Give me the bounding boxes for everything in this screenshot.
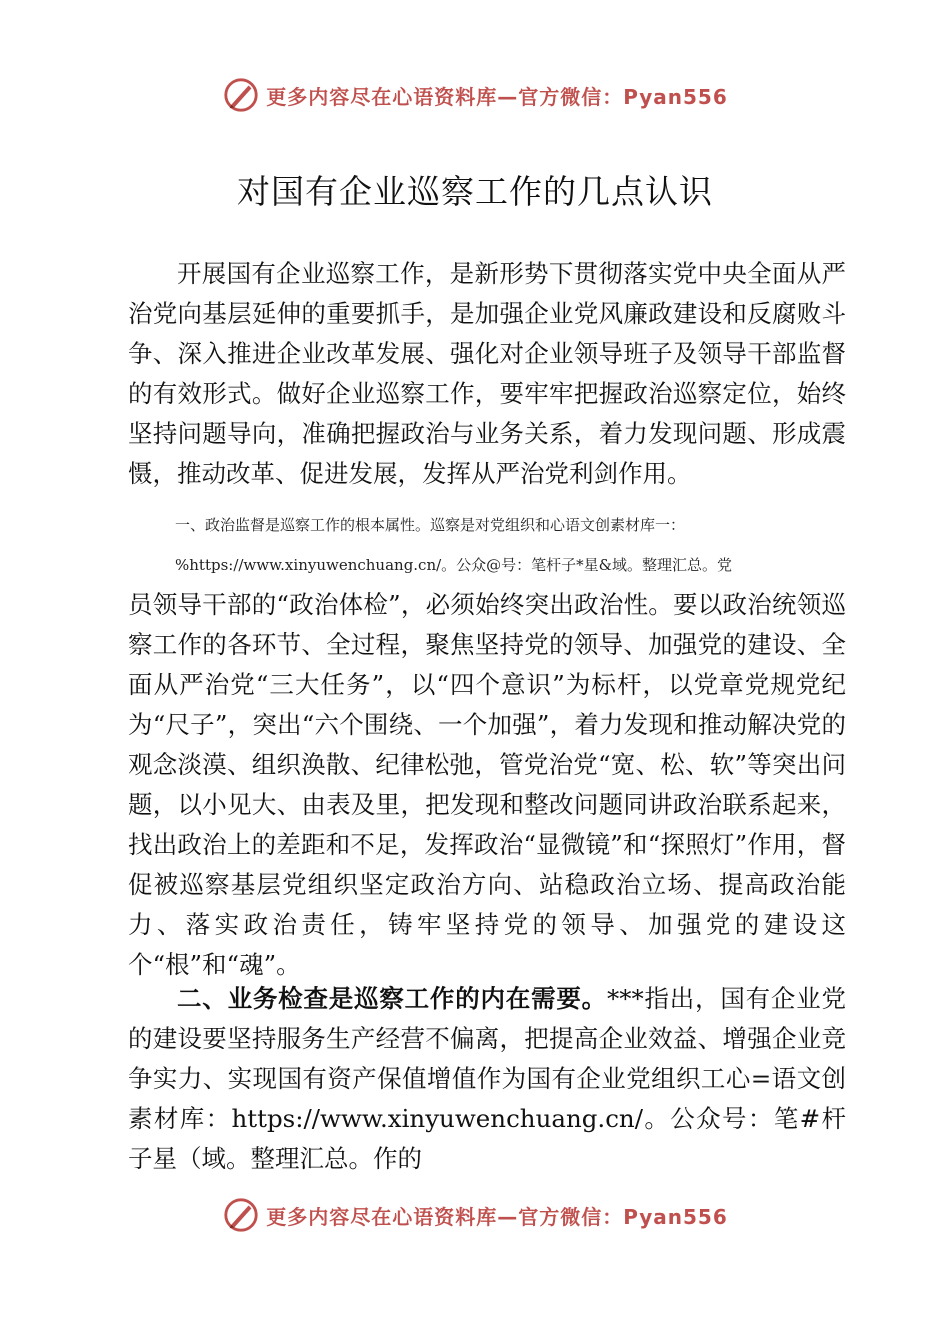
intro-section bbox=[128, 254, 846, 494]
pen-logo-icon bbox=[222, 76, 260, 114]
intro-paragraph: 开展国有企业巡察工作，是新形势下贯彻落实党中央全面从严治党向基层延伸的重要抓手，是加强企业党风廉政建设和反腐败斗争、深入推进企业改革发展、强化对企业领导班子及领导干部监督的有效形式。做好企业巡察工作，要牢牢把握政治巡察定位，始终坚持问题导向，准确把握政治与业务关系，着力发现问题、形成震慑，推动改革、促进发展，发挥从严治党利剑作用。 bbox=[128, 259, 846, 488]
footer-watermark-banner bbox=[0, 1190, 950, 1240]
pen-logo-icon bbox=[222, 1196, 260, 1234]
section-2 bbox=[128, 979, 846, 1179]
section-2-paragraph bbox=[128, 979, 846, 1179]
section-1-small-line-1: 一、政治监督是巡察工作的根本属性。巡察是对党组织和心语文创素材库一： bbox=[175, 516, 686, 534]
section-2-body: ***指出，国有企业党的建设要坚持服务生产经营不偏离，把提高企业效益、增强企业竞争实力、实现国有资产保值增值作为国有企业党组织工心=语文创素材库：https://www.xinyuwenchuang.cn/。公众号：笔#杆子星（域。整理汇总。作的 bbox=[128, 984, 847, 1173]
document-title: 对国有企业巡察工作的几点认识 bbox=[237, 172, 713, 211]
section-1-small-line-2: %https://www.xinyuwenchuang.cn/。公众@号：笔杆子*星&域。整理汇总。党 bbox=[175, 556, 733, 574]
banner-text: 更多内容尽在心语资料库—官方微信：Pyan556 bbox=[266, 1204, 728, 1229]
section-1-body: 员领导干部的“政治体检”，必须始终突出政治性。要以政治统领巡察工作的各环节、全过程，聚焦坚持党的领导、加强党的建设、全面从严治党“三大任务”，以“四个意识”为标杆，以党章党规党纪为“尺子”，突出“六个围绕、一个加强”，着力发现和推动解决党的观念淡漠、组织涣散、纪律松弛，管党治党“宽、松、软”等突出问题，以小见大、由表及里，把发现和整改问题同讲政治联系起来，找出政治上的差距和不足，发挥政治“显微镜”和“探照灯”作用，督促被巡察基层党组织坚定政治方向、站稳政治立场、提高政治能力、落实政治责任，铸牢坚持党的领导、加强党的建设这个“根”和“魂”。 bbox=[128, 590, 846, 979]
section-1 bbox=[128, 505, 846, 985]
banner-text: 更多内容尽在心语资料库—官方微信：Pyan556 bbox=[266, 84, 728, 109]
header-watermark-banner bbox=[0, 70, 950, 120]
section-2-heading: 二、业务检查是巡察工作的内在需要。 bbox=[177, 984, 607, 1013]
